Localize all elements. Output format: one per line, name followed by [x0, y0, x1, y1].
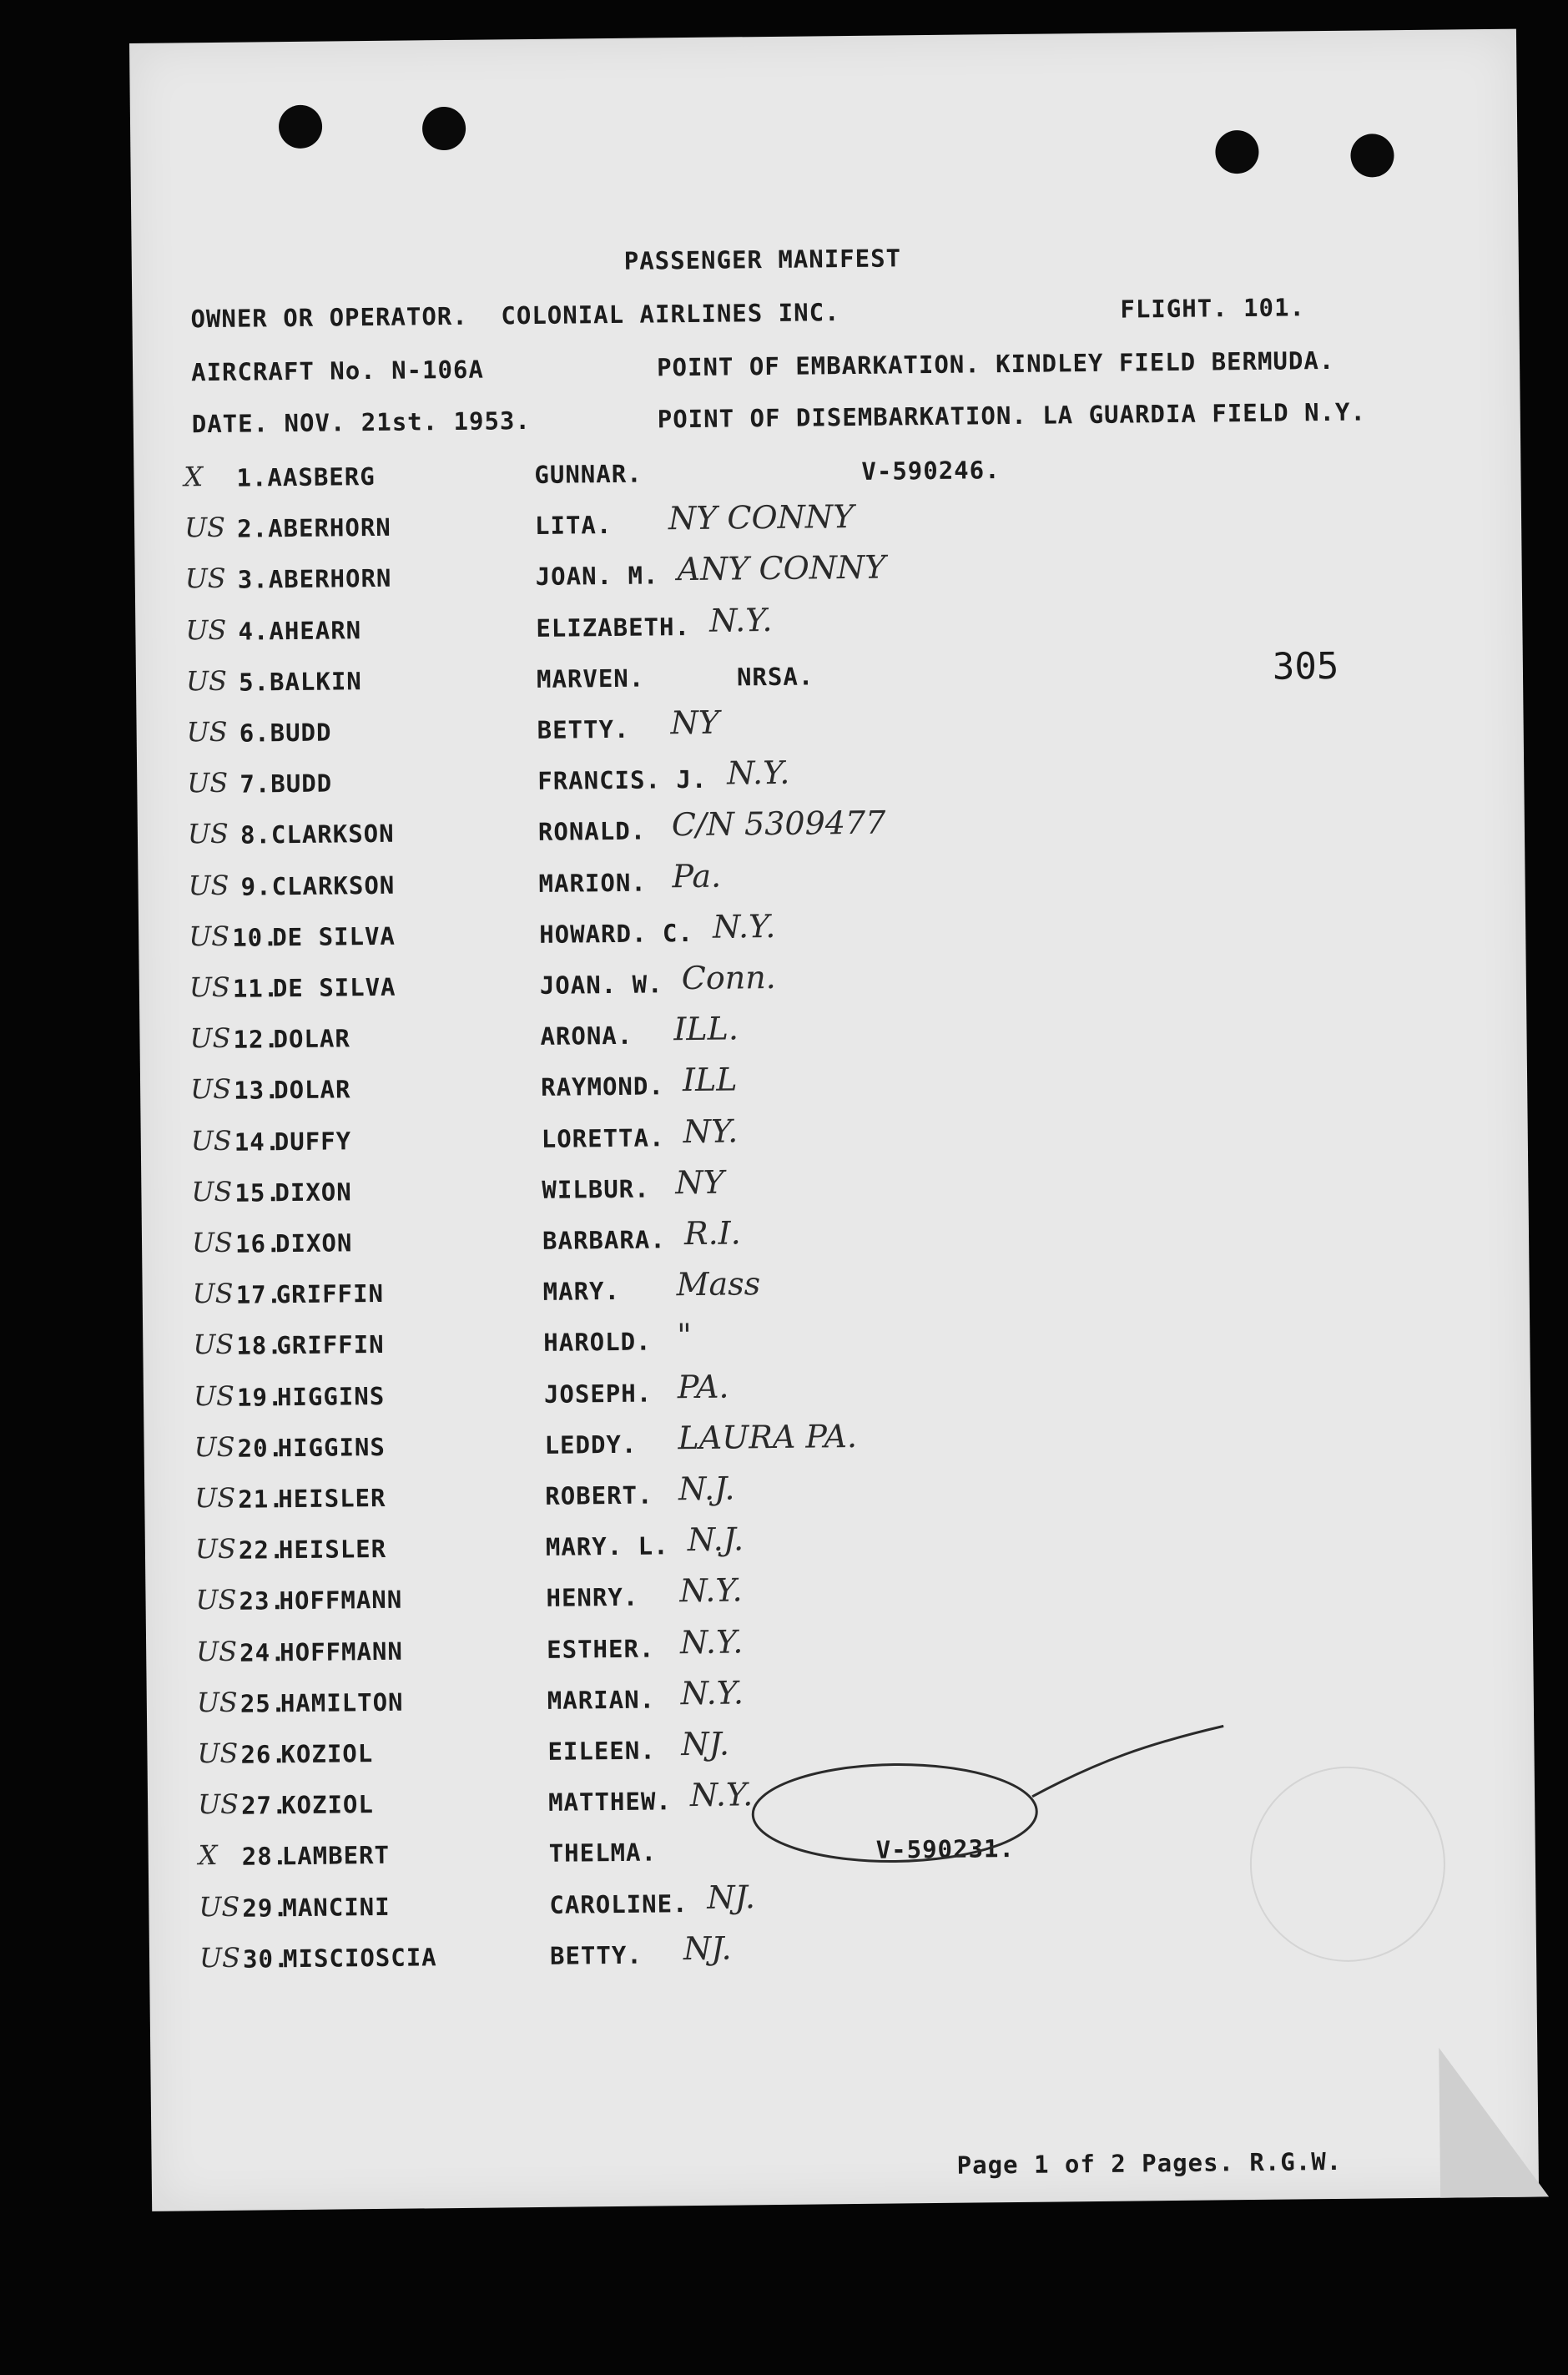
passenger-handwritten-note: NJ.	[707, 1878, 756, 1916]
passenger-surname: HAMILTON	[280, 1687, 404, 1718]
passenger-given-name: HOWARD. C.	[539, 918, 693, 949]
embarkation-point: POINT OF EMBARKATION. KINDLEY FIELD BERMUDA.	[656, 345, 1335, 382]
citizenship-mark: US	[194, 1430, 235, 1464]
citizenship-mark: US	[195, 1635, 238, 1668]
passenger-number: 12.	[233, 1025, 280, 1054]
passenger-given-name: FRANCIS. J.	[537, 764, 708, 795]
passenger-handwritten-note: NJ.	[681, 1725, 730, 1763]
passenger-handwritten-note: PA.	[677, 1368, 729, 1406]
passenger-number: 6.	[239, 719, 270, 748]
passenger-surname: DUFFY	[274, 1127, 352, 1157]
passenger-surname: HOFFMANN	[280, 1636, 404, 1667]
citizenship-mark: US	[185, 613, 227, 647]
citizenship-mark: US	[188, 869, 229, 902]
passenger-given-name: LORETTA.	[541, 1123, 665, 1153]
passenger-surname: DE SILVA	[272, 972, 396, 1003]
passenger-surname: KOZIOL	[280, 1790, 375, 1820]
citizenship-mark: US	[185, 664, 228, 698]
passenger-handwritten-note: N.Y.	[679, 1623, 744, 1661]
passenger-surname: MISCIOSCIA	[282, 1943, 437, 1974]
passenger-surname: HEISLER	[278, 1483, 386, 1514]
passenger-number: 23.	[239, 1586, 286, 1616]
citizenship-mark: US	[195, 1583, 237, 1616]
passenger-given-name: MARVEN.	[536, 663, 645, 693]
citizenship-mark: US	[184, 562, 226, 595]
page-footer: Page 1 of 2 Pages. R.G.W.	[956, 2146, 1343, 2180]
passenger-number: 8.	[239, 820, 272, 850]
circled-annotation-icon	[748, 1725, 1334, 1881]
passenger-given-name: WILBUR.	[542, 1174, 650, 1204]
passenger-number: 1.	[236, 463, 268, 492]
passenger-handwritten-note: N.Y.	[680, 1674, 744, 1712]
owner-label: OWNER OR OPERATOR.	[190, 301, 468, 334]
passenger-typed-note: V-590246.	[861, 456, 1001, 486]
passenger-given-name: CAROLINE.	[549, 1889, 688, 1919]
citizenship-mark: US	[192, 1277, 234, 1310]
passenger-handwritten-note: "	[677, 1317, 692, 1354]
passenger-surname: CLARKSON	[270, 819, 395, 850]
passenger-given-name: ELIZABETH.	[536, 613, 691, 643]
passenger-number: 14.	[234, 1127, 281, 1157]
passenger-surname: DE SILVA	[272, 921, 396, 952]
passenger-handwritten-note: Pa.	[672, 857, 722, 895]
passenger-handwritten-note: N.Y.	[679, 1571, 743, 1610]
passenger-given-name: MATTHEW.	[547, 1787, 672, 1817]
passenger-surname: HEISLER	[278, 1534, 387, 1565]
passenger-handwritten-note: C/N 5309477	[671, 804, 886, 844]
citizenship-mark: US	[194, 1532, 236, 1566]
passenger-given-name: ARONA.	[540, 1021, 633, 1051]
passenger-surname: HIGGINS	[276, 1381, 386, 1412]
passenger-number: 21.	[238, 1485, 285, 1514]
passenger-number: 7.	[239, 769, 271, 799]
citizenship-mark: US	[186, 715, 228, 749]
passenger-surname: AASBERG	[267, 461, 376, 492]
passenger-number: 13.	[233, 1076, 280, 1105]
citizenship-mark: US	[189, 1021, 231, 1055]
passenger-number: 9.	[240, 872, 272, 901]
passenger-surname: AHEARN	[269, 616, 362, 646]
passenger-number: 16.	[234, 1229, 282, 1258]
punch-hole-icon	[1215, 130, 1259, 174]
passenger-handwritten-note: ANY CONNY	[677, 548, 886, 588]
passenger-given-name: MARY. L.	[545, 1531, 669, 1561]
passenger-surname: MANCINI	[282, 1892, 391, 1923]
citizenship-mark: US	[197, 1737, 239, 1770]
citizenship-mark: US	[187, 817, 229, 850]
citizenship-mark: US	[191, 1226, 234, 1259]
punch-hole-icon	[1350, 134, 1394, 178]
passenger-surname: DOLAR	[273, 1024, 350, 1054]
citizenship-mark: US	[199, 1890, 240, 1924]
passenger-handwritten-note: Mass	[676, 1265, 761, 1303]
passenger-given-name: HENRY.	[546, 1582, 639, 1612]
passenger-handwritten-note: Conn.	[681, 958, 776, 997]
citizenship-mark: X	[198, 1839, 218, 1872]
passenger-handwritten-note: NY CONNY	[668, 497, 855, 537]
stamp-number: 305	[1272, 644, 1339, 688]
passenger-number: 20.	[237, 1434, 285, 1463]
passenger-typed-note: NRSA.	[736, 662, 814, 692]
passenger-given-name: RAYMOND.	[540, 1072, 664, 1102]
passenger-surname: ABERHORN	[268, 563, 392, 594]
citizenship-mark: US	[196, 1686, 238, 1719]
folded-corner	[1439, 2046, 1549, 2197]
passenger-handwritten-note: N.J.	[678, 1470, 735, 1508]
passenger-surname: DOLAR	[273, 1075, 351, 1105]
passenger-handwritten-note: N.Y.	[689, 1776, 754, 1814]
passenger-number: 4.	[238, 617, 270, 646]
citizenship-mark: US	[187, 766, 229, 799]
passenger-handwritten-note: NJ.	[683, 1929, 732, 1968]
aircraft-number: AIRCRAFT No. N-106A	[190, 355, 485, 387]
passenger-given-name: JOSEPH.	[543, 1379, 653, 1409]
passenger-number: 24.	[239, 1638, 286, 1667]
passenger-surname: ABERHORN	[267, 512, 391, 543]
citizenship-mark: US	[190, 1124, 232, 1157]
citizenship-mark: US	[193, 1379, 235, 1413]
passenger-number: 11.	[232, 974, 280, 1003]
citizenship-mark: X	[184, 461, 204, 493]
passenger-number: 29.	[242, 1893, 289, 1923]
flight-number: FLIGHT. 101.	[1120, 293, 1306, 324]
passenger-given-name: MARIAN.	[547, 1685, 656, 1715]
passenger-surname: BALKIN	[269, 667, 362, 697]
passenger-number: 5.	[238, 668, 270, 697]
document-heading: PASSENGER MANIFEST	[623, 244, 902, 275]
citizenship-mark: US	[191, 1175, 233, 1208]
passenger-number: 3.	[237, 565, 269, 594]
passenger-surname: CLARKSON	[271, 870, 396, 901]
passenger-surname: KOZIOL	[280, 1739, 374, 1769]
passenger-number: 30.	[242, 1944, 290, 1974]
passenger-handwritten-note: R.I.	[683, 1214, 741, 1253]
passenger-surname: BUDD	[270, 769, 333, 799]
citizenship-mark: US	[193, 1328, 234, 1361]
passenger-given-name: MARION.	[538, 868, 647, 898]
passenger-handwritten-note: N.Y.	[709, 601, 773, 639]
passenger-given-name: RONALD.	[537, 816, 647, 846]
manifest-sheet	[129, 29, 1539, 2211]
manifest-date: DATE. NOV. 21st. 1953.	[191, 406, 532, 439]
punch-hole-icon	[422, 107, 466, 151]
citizenship-mark: US	[184, 511, 226, 544]
passenger-handwritten-note: N.Y.	[712, 907, 776, 945]
passenger-number: 28.	[241, 1842, 289, 1871]
passenger-given-name: LEDDY.	[544, 1430, 638, 1460]
passenger-surname: GRIFFIN	[276, 1329, 385, 1360]
passenger-surname: LAMBERT	[281, 1840, 391, 1871]
passenger-number: 10.	[232, 923, 279, 952]
citizenship-mark: US	[189, 920, 230, 953]
passenger-given-name: BARBARA.	[542, 1225, 666, 1255]
passenger-number: 19.	[236, 1383, 284, 1412]
passenger-given-name: THELMA.	[548, 1838, 658, 1868]
citizenship-mark: US	[199, 1941, 241, 1974]
passenger-surname: HOFFMANN	[279, 1585, 403, 1616]
passenger-number: 22.	[238, 1535, 285, 1565]
passenger-handwritten-note: ILL	[682, 1061, 738, 1099]
passenger-surname: DIXON	[275, 1228, 353, 1258]
passenger-given-name: HAROLD.	[543, 1327, 652, 1357]
owner-value: COLONIAL AIRLINES INC.	[501, 298, 840, 330]
passenger-surname: GRIFFIN	[275, 1278, 385, 1309]
disembarkation-point: POINT OF DISEMBARKATION. LA GUARDIA FIELD N.Y.	[657, 397, 1367, 434]
punch-hole-icon	[279, 105, 323, 149]
passenger-typed-note: V-590231.	[875, 1834, 1016, 1864]
passenger-given-name: JOAN. W.	[539, 970, 663, 1000]
passenger-handwritten-note: N.J.	[687, 1520, 744, 1559]
passenger-surname: HIGGINS	[277, 1432, 386, 1463]
passenger-given-name: ROBERT.	[545, 1480, 653, 1510]
passenger-given-name: GUNNAR.	[534, 459, 643, 489]
passenger-surname: BUDD	[270, 718, 332, 748]
passenger-handwritten-note: LAURA PA.	[678, 1417, 858, 1457]
passenger-number: 27.	[240, 1791, 288, 1820]
passenger-handwritten-note: N.Y.	[726, 754, 790, 792]
passenger-number: 17.	[235, 1280, 283, 1309]
passenger-handwritten-note: NY	[675, 1163, 724, 1202]
passenger-number: 18.	[236, 1331, 283, 1360]
passenger-number: 26.	[240, 1740, 288, 1769]
passenger-given-name: EILEEN.	[547, 1736, 656, 1766]
citizenship-mark: US	[189, 971, 230, 1004]
citizenship-mark: US	[197, 1788, 239, 1821]
passenger-surname: DIXON	[275, 1177, 352, 1208]
passenger-given-name: BETTY.	[549, 1940, 643, 1970]
passenger-handwritten-note: ILL.	[673, 1010, 739, 1048]
passenger-number: 2.	[236, 514, 269, 543]
passenger-given-name: MARY.	[542, 1276, 621, 1306]
passenger-number: 15.	[234, 1178, 282, 1208]
passenger-handwritten-note: NY.	[683, 1112, 739, 1151]
passenger-given-name: ESTHER.	[547, 1634, 655, 1664]
citizenship-mark: US	[189, 1072, 232, 1106]
passenger-given-name: JOAN. M.	[535, 561, 659, 591]
citizenship-mark: US	[194, 1481, 236, 1515]
passenger-handwritten-note: NY	[670, 703, 720, 742]
passenger-number: 25.	[239, 1689, 287, 1718]
passenger-given-name: BETTY.	[537, 714, 630, 744]
passenger-given-name: LITA.	[534, 510, 613, 540]
